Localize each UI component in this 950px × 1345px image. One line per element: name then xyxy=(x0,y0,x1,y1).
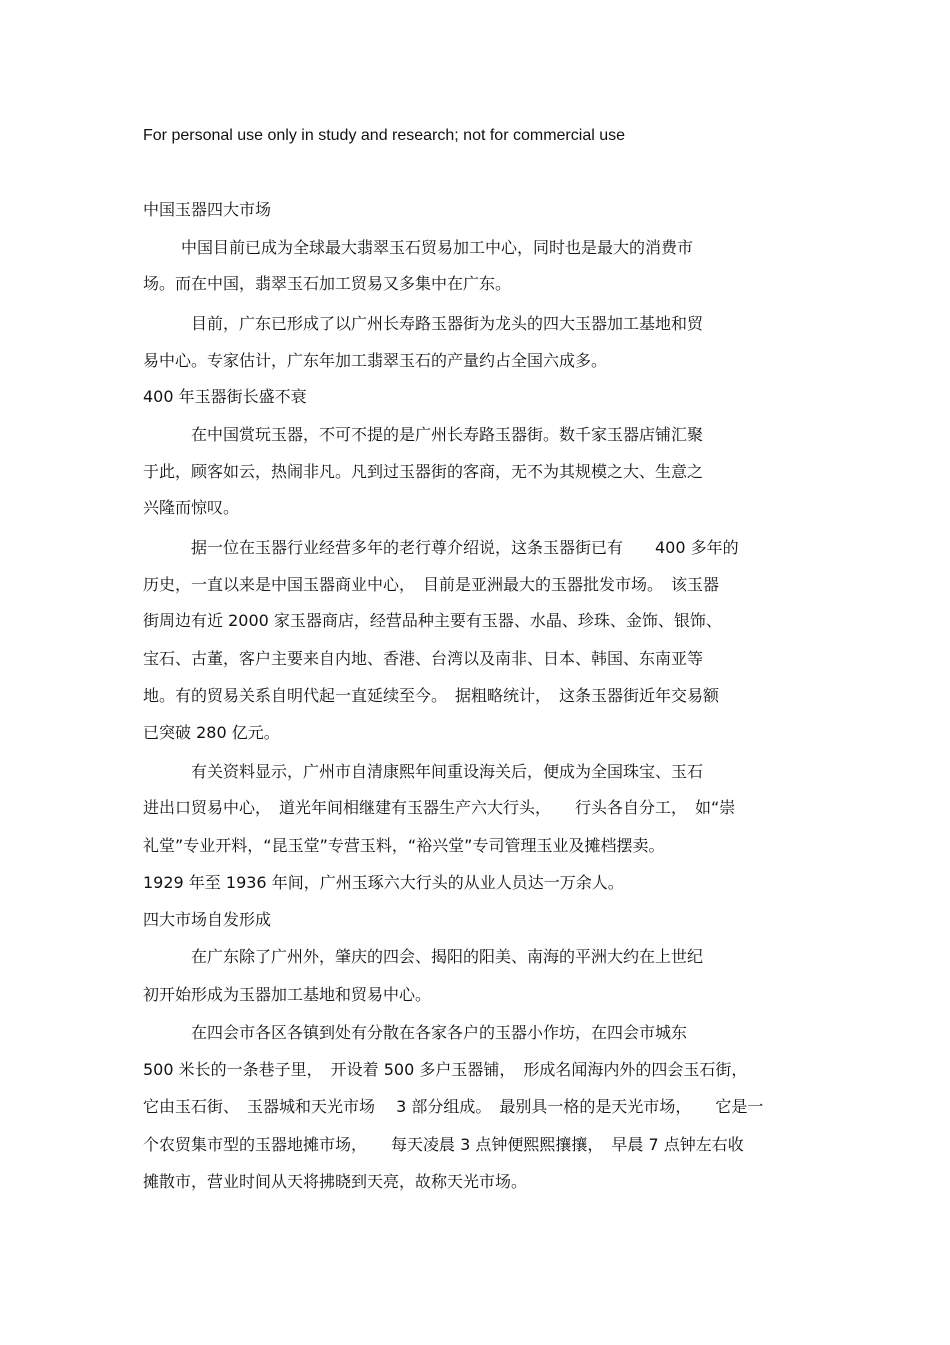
paragraph-line: 摊散市，营业时间从天将拂晓到天亮，故称天光市场。 xyxy=(143,1172,528,1191)
paragraph-line: 于此，顾客如云，热闹非凡。凡到过玉器街的客商，无不为其规模之大、生意之 xyxy=(143,462,704,481)
paragraph-line: 易中心。专家估计，广东年加工翡翠玉石的产量约占全国六成多。 xyxy=(143,351,608,370)
paragraph-line: 街周边有近 2000 家玉器商店，经营品种主要有玉器、水晶、珍珠、金饰、银饰、 xyxy=(143,611,722,630)
paragraph-line: 地。有的贸易关系自明代起一直延续至今。 据粗略统计， 这条玉器街近年交易额 xyxy=(143,686,720,705)
paragraph-line: 有关资料显示，广州市自清康熙年间重设海关后，便成为全国珠宝、玉石 xyxy=(191,762,704,781)
paragraph-line: 初开始形成为玉器加工基地和贸易中心。 xyxy=(143,985,432,1004)
paragraph-line: 进出口贸易中心， 道光年间相继建有玉器生产六大行头， 行头各自分工， 如“崇 xyxy=(143,798,736,817)
paragraph-line: 已突破 280 亿元。 xyxy=(143,723,280,742)
heading-jade-street: 400 年玉器街长盛不衰 xyxy=(143,387,307,406)
paragraph-line: 场。而在中国，翡翠玉石加工贸易又多集中在广东。 xyxy=(143,274,512,293)
heading-spontaneous-formation: 四大市场自发形成 xyxy=(143,910,272,929)
paragraph-line: 历史，一直以来是中国玉器商业中心， 目前是亚洲最大的玉器批发市场。 该玉器 xyxy=(143,575,720,594)
paragraph-line: 兴隆而惊叹。 xyxy=(143,498,240,517)
paragraph-line: 在四会市各区各镇到处有分散在各家各户的玉器小作坊，在四会市城东 xyxy=(191,1023,688,1042)
usage-notice: For personal use only in study and research; not for commercial use xyxy=(143,127,626,144)
paragraph-line: 中国目前已成为全球最大翡翠玉石贸易加工中心，同时也是最大的消费市 xyxy=(181,238,694,257)
paragraph-line: 500 米长的一条巷子里， 开设着 500 多户玉器铺， 形成名闻海内外的四会玉石街， xyxy=(143,1060,748,1079)
paragraph-line: 在中国赏玩玉器，不可不提的是广州长寿路玉器街。数千家玉器店铺汇聚 xyxy=(191,425,704,444)
paragraph-line: 个农贸集市型的玉器地摊市场， 每天凌晨 3 点钟便熙熙攘攘， 早晨 7 点钟左右收 xyxy=(143,1135,744,1154)
paragraph-line: 在广东除了广州外，肇庆的四会、揭阳的阳美、南海的平洲大约在上世纪 xyxy=(191,947,704,966)
heading-four-markets: 中国玉器四大市场 xyxy=(143,200,272,219)
paragraph-line: 目前，广东已形成了以广州长寿路玉器街为龙头的四大玉器加工基地和贸 xyxy=(191,314,704,333)
paragraph-line: 据一位在玉器行业经营多年的老行尊介绍说，这条玉器街已有 400 多年的 xyxy=(191,538,739,557)
paragraph-line: 它由玉石街、 玉器城和天光市场 3 部分组成。 最别具一格的是天光市场， 它是一 xyxy=(143,1097,764,1116)
paragraph-line: 1929 年至 1936 年间，广州玉琢六大行头的从业人员达一万余人。 xyxy=(143,873,624,892)
paragraph-line: 宝石、古董，客户主要来自内地、香港、台湾以及南非、日本、韩国、东南亚等 xyxy=(143,649,704,668)
paragraph-line: 礼堂”专业开料，“昆玉堂”专营玉料，“裕兴堂”专司管理玉业及摊档摆卖。 xyxy=(143,836,665,855)
